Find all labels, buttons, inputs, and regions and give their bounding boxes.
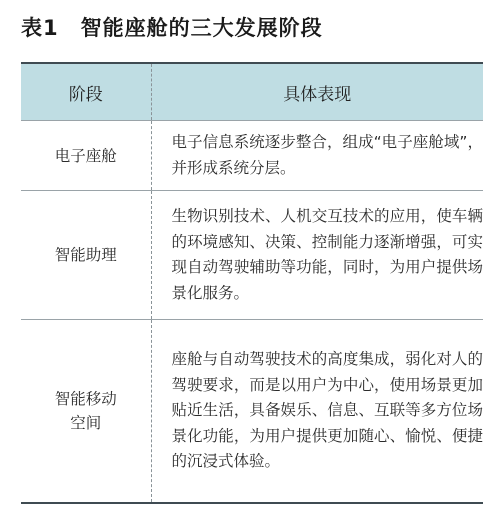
header-description: 具体表现 [151, 63, 483, 121]
table-row [21, 320, 483, 504]
table-number: 表1 [21, 16, 59, 40]
stage-cell: 智能助理 [21, 191, 151, 320]
table-row [21, 191, 483, 320]
table-title-text: 智能座舱的三大发展阶段 [80, 16, 323, 40]
stage-cell [21, 320, 151, 504]
table-header-row [21, 63, 483, 121]
stage-cell-text: 智能移动空间 [54, 390, 117, 432]
header-stage: 阶段 [21, 63, 151, 121]
stage-cell: 电子座舱 [21, 121, 151, 191]
table-row [21, 121, 483, 191]
description-cell: 生物识别技术、人机交互技术的应用，使车辆的环境感知、决策、控制能力逐渐增强，可实现自动驾驶辅助等功能，同时，为用户提供场景化服务。 [171, 207, 483, 302]
stages-table [21, 62, 483, 504]
table-title [21, 12, 323, 42]
description-cell: 座舱与自动驾驶技术的高度集成，弱化对人的驾驶要求，而是以用户为中心，使用场景更加贴近生活，具备娱乐、信息、互联等多方位场景化功能，为用户提供更加随心、愉悦、便捷的沉浸式体验。 [171, 350, 483, 471]
description-cell: 电子信息系统逐步整合，组成“电子座舱域”，并形成系统分层。 [171, 133, 483, 177]
